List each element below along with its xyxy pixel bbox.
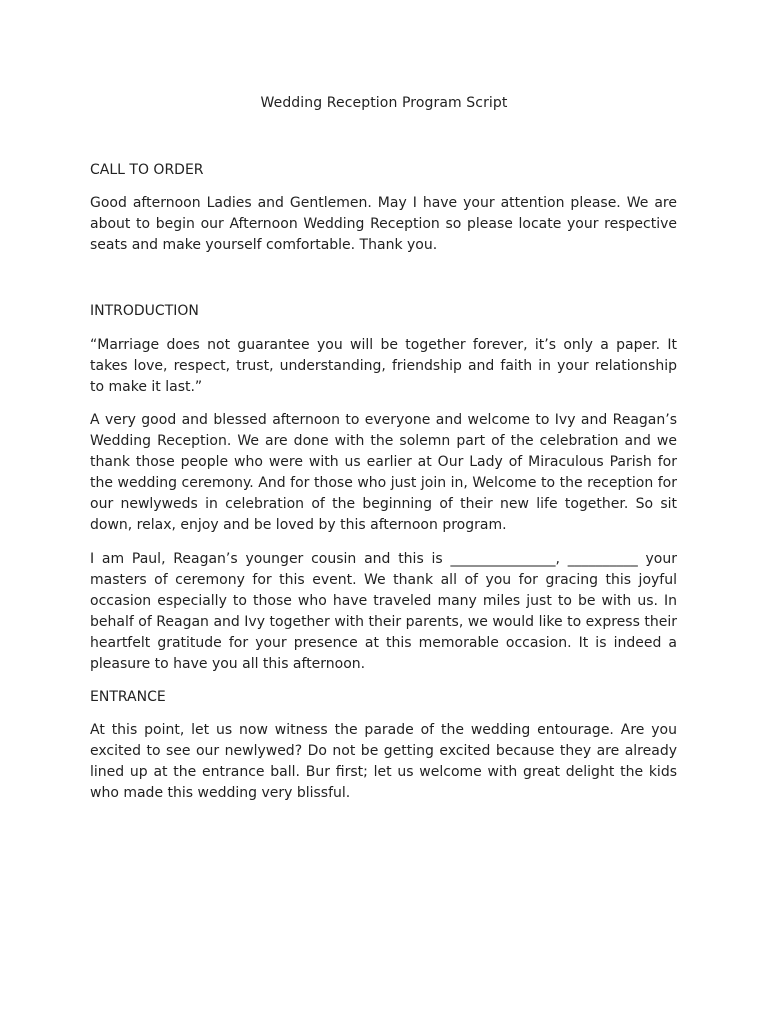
section-heading-call-to-order: CALL TO ORDER: [90, 162, 204, 178]
introduction-welcome-paragraph: A very good and blessed afternoon to everyone and welcome to Ivy and Reagan’s Wedding Reception. We are done with the solemn part of the celebration and we thank those people who were with us earlier at Our Lady of Miraculous Parish for the wedding ceremony. And for those who just join in, Welcome to the reception for our newlyweds in celebration of the beginning of their new life together. So sit down, relax, enjoy and be loved by this afternoon program.: [90, 412, 677, 533]
section-heading-entrance: ENTRANCE: [90, 689, 166, 705]
document-body: [90, 160, 677, 804]
section-heading-introduction: INTRODUCTION: [90, 303, 199, 319]
introduction-host-paragraph: I am Paul, Reagan’s younger cousin and this is _______________, __________ your masters of ceremony for this event. We thank all of you for gracing this joyful occasion especially to those who have traveled many miles just to be with us. In behalf of Reagan and Ivy together with their parents, we would like to express their heartfelt gratitude for your presence at this memorable occasion. It is indeed a pleasure to have you all this afternoon.: [90, 551, 677, 672]
introduction-quote-paragraph: “Marriage does not guarantee you will be together forever, it’s only a paper. It takes love, respect, trust, understanding, friendship and faith in your relationship to make it last.”: [90, 337, 677, 395]
call-to-order-paragraph: Good afternoon Ladies and Gentlemen. May I have your attention please. We are about to begin our Afternoon Wedding Reception so please locate your respective seats and make yourself comfortable. Thank you.: [90, 195, 677, 253]
entrance-paragraph: At this point, let us now witness the parade of the wedding entourage. Are you excited to see our newlywed? Do not be getting excited because they are already lined up at the entrance ball. Bur first; let us welcome with great delight the kids who made this wedding very blissful.: [90, 722, 677, 801]
document-title: Wedding Reception Program Script: [260, 95, 508, 111]
